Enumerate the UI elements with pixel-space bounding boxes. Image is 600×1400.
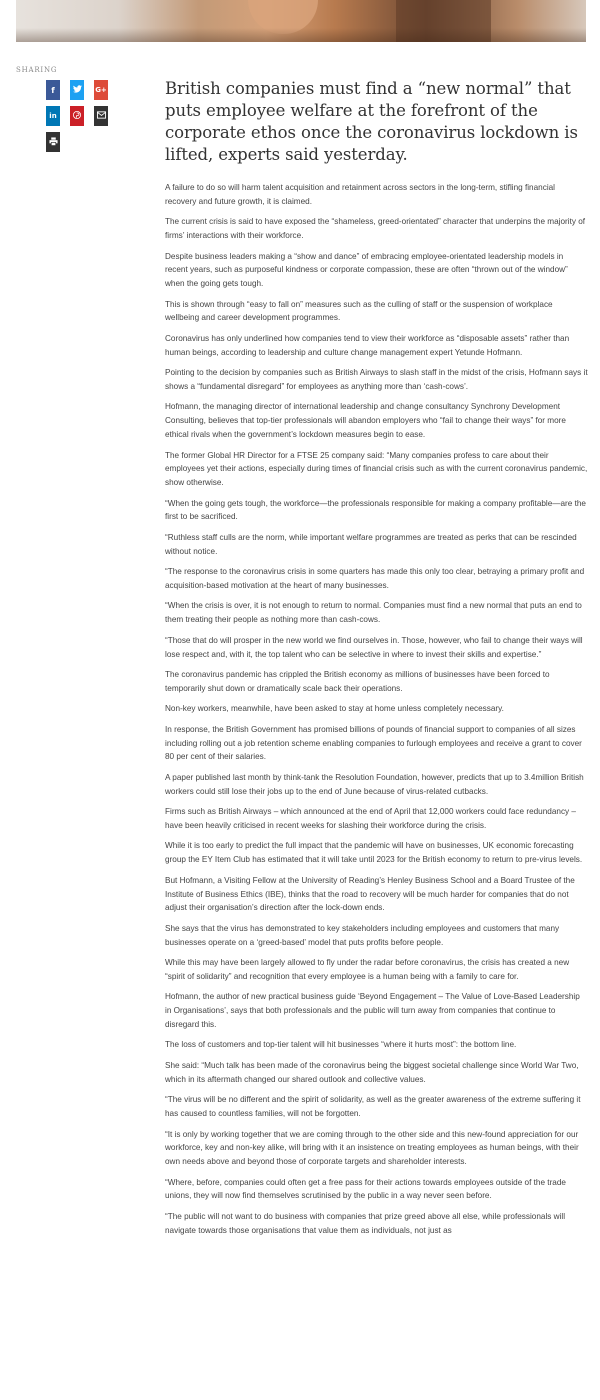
article-paragraph: While this may have been largely allowed to fly under the radar before coronavirus, the crisis has created a new “spirit of solidarity” and recognition that every employee is a human being with a family to care for. — [165, 958, 570, 981]
article-paragraph: Firms such as British Airways – which announced at the end of April that 12,000 workers could face redundancy – have been heavily criticised in recent weeks for slashing their workforce during the crisis. — [165, 807, 576, 830]
article-paragraph: The loss of customers and top-tier talent will hit businesses “where it hurts most”: the bottom line. — [165, 1040, 517, 1050]
article-paragraph: “It is only by working together that we are coming through to the other side and this new-found appreciation for our workforce, key and non-key alike, will bring with it an insistence on treating employees as human beings, with their own needs above and beyond those of corporate targets and shareholder interests. — [165, 1129, 579, 1167]
article-paragraph: In response, the British Government has promised billions of pounds of financial support to companies of all sizes including rolling out a job retention scheme enabling companies to furlough employees and receive a grant to cover 80 per cent of their salaries. — [165, 724, 582, 762]
article-paragraph: “When the going gets tough, the workforce—the professionals responsible for making a company profitable—are the first to be sacrificed. — [165, 498, 586, 522]
hero-image — [16, 0, 586, 42]
linkedin-icon: in — [49, 112, 57, 120]
article-paragraph: “The response to the coronavirus crisis in some quarters has made this only too clear, betraying a primary profit and acquisition-based motivation at the heart of many businesses. — [165, 567, 585, 590]
linkedin-share-button[interactable] — [46, 106, 60, 126]
article-paragraph: Coronavirus has only underlined how companies tend to view their workforce as “disposable assets” rather than human beings, according to leadership and culture change management expert Yetunde Hofmann. — [165, 333, 570, 357]
facebook-share-button[interactable] — [46, 80, 60, 100]
article-paragraph: This is shown through “easy to fall on” measures such as the culling of staff or the suspension of workplace wellbeing and career development programmes. — [165, 299, 553, 323]
article-paragraph: A paper published last month by think-tank the Resolution Foundation, however, predicts that up to 3.4million British workers could still lose their jobs up to the end of June because of virus-related cutbacks. — [165, 772, 584, 796]
pinterest-icon — [73, 111, 81, 121]
twitter-share-button[interactable] — [70, 80, 84, 100]
sharing-label: SHARING — [16, 66, 58, 74]
google-plus-share-button[interactable] — [94, 80, 108, 100]
print-button[interactable] — [46, 132, 60, 152]
article-paragraph: “The public will not want to do business with companies that prize greed above all else, while professionals will navigate towards those organisations that value them as individuals, not just as — [165, 1211, 566, 1235]
google-plus-icon: G+ — [95, 86, 107, 94]
article-paragraph: The current crisis is said to have exposed the “shameless, greed-orientated” character that underpins the majority of firms’ interactions with their workforce. — [165, 217, 586, 241]
article-paragraph: “Those that do will prosper in the new world we find ourselves in. Those, however, who fail to change their ways will lose respect and, with it, the top talent who can be selective in where to invest their skills and expertise.” — [165, 635, 583, 659]
article-paragraph: “Ruthless staff culls are the norm, while important welfare programmes are treated as perks that can be rescinded without notice. — [165, 532, 577, 556]
article-headline: British companies must find a “new normal” that puts employee welfare at the forefront of the corporate ethos once the coronavirus lockdown is lifted, experts said yesterday. — [165, 79, 578, 164]
article-paragraph: “Where, before, companies could often get a free pass for their actions towards employees outside of the trade unions, they will now find themselves scrutinised by the public in a way never seen before. — [165, 1177, 566, 1201]
article-paragraph: While it is too early to predict the full impact that the pandemic will have on businesses, UK economic forecasting group the EY Item Club has estimated that it will take until 2023 for the British economy to return to pre-virus levels. — [165, 841, 583, 865]
article-paragraph: The coronavirus pandemic has crippled the British economy as millions of businesses have been forced to temporarily shut down or dramatically scale back their operations. — [165, 670, 550, 693]
email-icon — [97, 111, 106, 121]
article-paragraph: Pointing to the decision by companies such as British Airways to slash staff in the midst of the crisis, Hofmann says it shows a “fundamental disregard” for employees as anything more than ‘cash-cows’. — [165, 368, 588, 391]
hero-image-shadow — [16, 28, 586, 42]
article-paragraph: But Hofmann, a Visiting Fellow at the University of Reading’s Henley Business School and a Board Trustee of the Institute of Business Ethics (IBE), thinks that the road to recovery will be much harder for companies that do not adjust their organisation’s direction after the lock-down ends. — [165, 875, 575, 913]
article-paragraph: A failure to do so will harm talent acquisition and retainment across sectors in the long-term, stifling financial recovery and future growth, it is claimed. — [165, 183, 556, 206]
article-paragraph: The former Global HR Director for a FTSE 25 company said: “Many companies profess to care about their employees yet their actions, especially during times of financial crisis such as with the current coronavirus pandemic, show otherwise. — [165, 450, 588, 488]
article-paragraph: Non-key workers, meanwhile, have been asked to stay at home unless completely necessary. — [165, 704, 504, 714]
article-paragraph: “When the crisis is over, it is not enough to return to normal. Companies must find a new normal that puts an end to them treating their people as nothing more than cash-cows. — [165, 601, 582, 625]
facebook-icon: f — [51, 85, 55, 95]
twitter-icon — [73, 85, 82, 95]
article-paragraph: Hofmann, the author of new practical business guide ‘Beyond Engagement – The Value of Love-Based Leadership in Organisations’, says that both professionals and the public will turn away from companies that continue to disregard this. — [165, 992, 580, 1029]
article-paragraph: She says that the virus has demonstrated to key stakeholders including employees and customers that many businesses operate on a ‘greed-based’ model that puts profits before people. — [165, 923, 560, 947]
article-paragraph: She said: “Much talk has been made of the coronavirus being the biggest societal challenge since World War Two, which in its aftermath changed our shared outlook and collective values. — [165, 1060, 579, 1084]
print-icon — [49, 137, 58, 148]
article-paragraph: “The virus will be no different and the spirit of solidarity, as well as the greater awareness of the extreme suffering it has caused to countless families, will not be forgotten. — [165, 1095, 581, 1119]
article-paragraph: Hofmann, the managing director of international leadership and change consultancy Synchrony Development Consulting, believes that top-tier professionals will abandon employers who “fail to change their ways” for more ethical rivals when the government’s lockdown measures begin to ease. — [165, 402, 566, 440]
article-paragraph: Despite business leaders making a “show and dance” of embracing employee-orientated leadership models in recent years, such as purposeful kindness or corporate compassion, these are often “thrown out of the window” when the going gets tough. — [165, 251, 568, 289]
article-body — [165, 181, 588, 1244]
email-share-button[interactable] — [94, 106, 108, 126]
pinterest-share-button[interactable] — [70, 106, 84, 126]
